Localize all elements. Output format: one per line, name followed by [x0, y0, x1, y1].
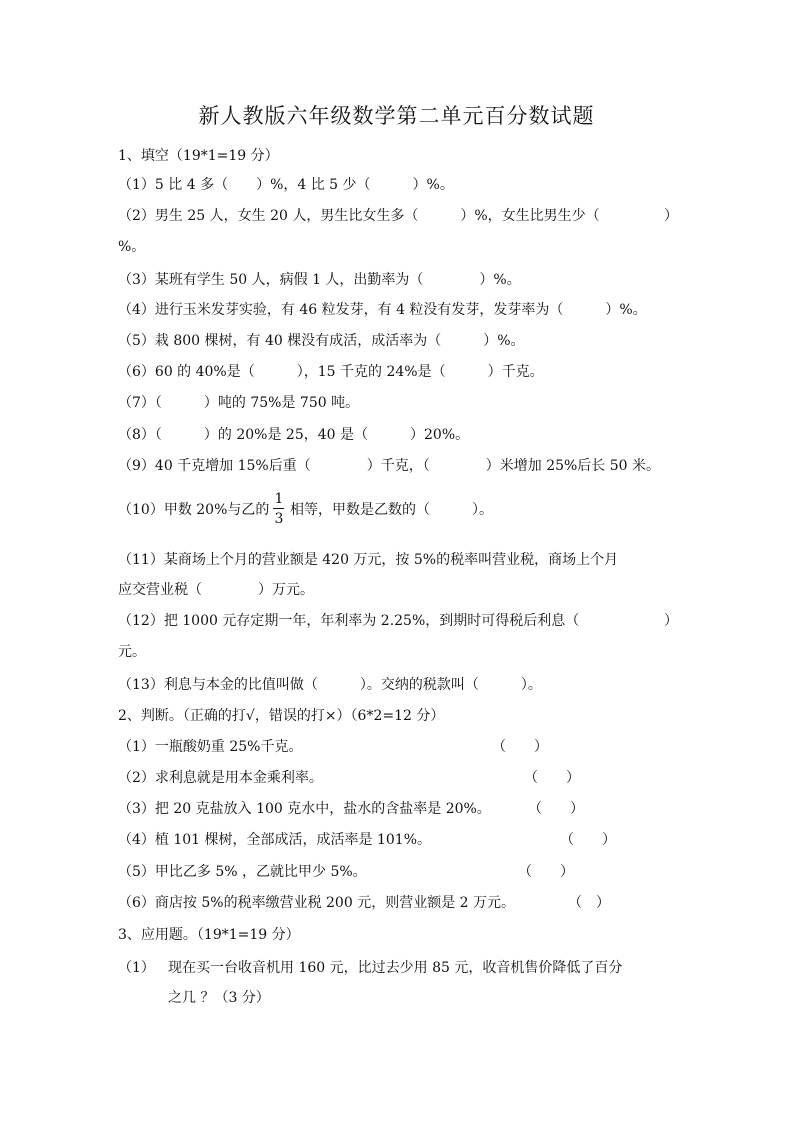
judge-mark: （ ）	[492, 739, 548, 755]
fill-q6: （6）60 的 40%是（ ），15 千克的 24%是（ ）千克。	[118, 364, 544, 380]
section-3-heading: 3、应用题。（19*1=19 分）	[118, 927, 300, 943]
fill-q4: （4）进行玉米发芽实验，有 46 粒发芽，有 4 粒没有发芽，发芽率为（ ）%。	[118, 302, 647, 318]
fill-q3: （3）某班有学生 50 人，病假 1 人，出勤率为（ ）%。	[118, 272, 521, 288]
fraction-bar	[273, 508, 284, 509]
judge-item: （3）把 20 克盐放入 100 克水中，盐水的含盐率是 20%。	[118, 801, 491, 817]
fill-q11-line2: 应交营业税（ ）万元。	[118, 582, 314, 598]
judge-item: （1）一瓶酸奶重 25%千克。	[118, 739, 303, 755]
judge-mark: （ ）	[518, 864, 574, 880]
section-1-heading: 1、填空（19*1=19 分）	[118, 148, 279, 164]
judge-mark: （ ）	[560, 832, 616, 848]
app-q1-line2: 之几 ？（3 分）	[168, 990, 270, 1006]
fill-q1: （1）5 比 4 多（ ）%，4 比 5 少（ ）%。	[118, 177, 454, 193]
fill-q13: （13）利息与本金的比值叫做（ ）。交纳的税款叫（ ）。	[118, 677, 542, 693]
fill-q12-line1: （12）把 1000 元存定期一年，年利率为 2.25%，到期时可得税后利息（	[118, 613, 580, 629]
judge-item: （4）植 101 棵树，全部成活，成活率是 101%。	[118, 832, 432, 848]
fill-q11-line1: （11）某商场上个月的营业额是 420 万元，按 5%的税率叫营业税，商场上个月	[118, 552, 619, 568]
judge-mark: （ ）	[568, 895, 610, 911]
fill-q2-close-paren: ）	[664, 208, 678, 224]
judge-item: （2）求利息就是用本金乘利率。	[118, 770, 323, 786]
section-2-heading: 2、判断。（正确的打√，错误的打×）（6*2=12 分）	[118, 708, 445, 724]
fill-q7: （7）（ ）吨的 75%是 750 吨。	[118, 395, 360, 411]
app-q1-line1: 现在买一台收音机用 160 元，比过去少用 85 元，收音机售价降低了百分	[168, 960, 623, 976]
judge-mark: （ ）	[528, 801, 584, 817]
fill-q2-line1: （2）男生 25 人，女生 20 人，男生比女生多（ ）%，女生比男生少（	[118, 208, 600, 224]
fraction-numerator: 1	[274, 491, 284, 507]
fill-q10-start: （10）甲数 20%与乙的	[118, 502, 270, 518]
fill-q5: （5）栽 800 棵树，有 40 棵没有成活，成活率为（ ）%。	[118, 333, 525, 349]
page-title: 新人教版六年级数学第二单元百分数试题	[198, 104, 595, 128]
fill-q12-close-paren: ）	[664, 613, 678, 629]
fill-q10-end: 相等，甲数是乙数的（ ）。	[290, 502, 493, 518]
fill-q8: （8）（ ）的 20%是 25，40 是（ ）20%。	[118, 427, 470, 443]
judge-item: （6）商店按 5%的税率缴营业税 200 元，则营业额是 2 万元。	[118, 895, 515, 911]
fill-q2-line2: %。	[118, 239, 146, 255]
fill-q9: （9）40 千克增加 15%后重（ ）千克，（ ）米增加 25%后长 50 米。	[118, 458, 661, 474]
judge-mark: （ ）	[524, 770, 580, 786]
app-q1-number: （1）	[118, 960, 155, 976]
fraction-denominator: 3	[274, 511, 284, 527]
judge-item: （5）甲比乙多 5% ，乙就比甲少 5%。	[118, 864, 367, 880]
fill-q12-line2: 元。	[118, 644, 146, 660]
